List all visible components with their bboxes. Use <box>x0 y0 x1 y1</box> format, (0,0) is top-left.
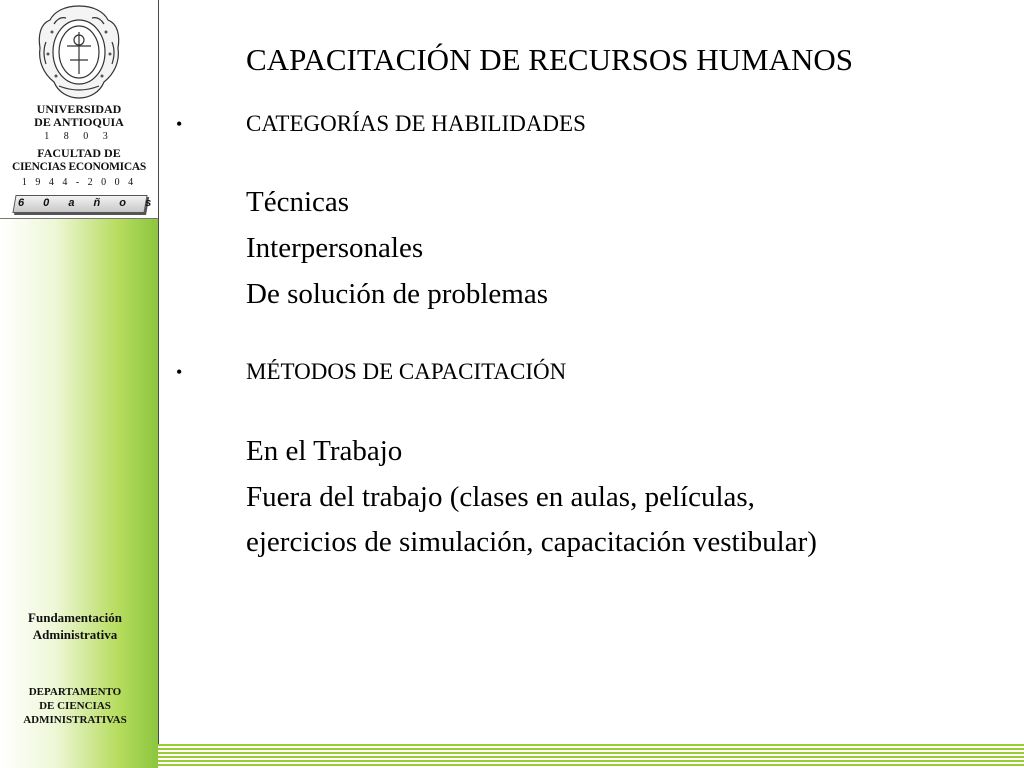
bottom-stripes <box>158 744 1024 768</box>
list-item: Técnicas <box>246 186 350 218</box>
bullet-icon: • <box>176 114 183 134</box>
list-item: Interpersonales <box>246 232 424 264</box>
subject-label <box>0 609 150 643</box>
slide-title: CAPACITACIÓN DE RECURSOS HUMANOS <box>246 42 853 77</box>
subject-line2: Administrativa <box>32 627 118 642</box>
university-name-line1: UNIVERSIDAD <box>36 102 122 116</box>
list-item: En el Trabajo <box>246 435 403 467</box>
university-name-line2: DE ANTIOQUIA <box>34 115 124 129</box>
anniversary-ribbon-text: 6 0 a ñ o s <box>18 197 160 209</box>
dept-line3: ADMINISTRATIVAS <box>23 714 127 726</box>
dept-line1: DEPARTAMENTO <box>28 686 122 698</box>
bullet-icon: • <box>176 362 183 382</box>
department-label <box>0 685 150 727</box>
dept-line2: DE CIENCIAS <box>39 700 111 712</box>
faculty-name-line2: CIENCIAS ECONOMICAS <box>12 161 146 173</box>
sidebar <box>0 0 159 768</box>
list-item: De solución de problemas <box>246 278 549 310</box>
sidebar-header <box>0 0 158 219</box>
list-item: ejercicios de simulación, capacitación vestibular) <box>246 526 817 558</box>
section-heading-skills: CATEGORÍAS DE HABILIDADES <box>246 111 586 136</box>
faculty-name-line1: FACULTAD DE <box>37 146 121 160</box>
founding-year: 1 8 0 3 <box>44 131 114 142</box>
list-item: Fuera del trabajo (clases en aulas, películas, <box>246 481 755 513</box>
university-seal-icon <box>34 2 124 102</box>
subject-line1: Fundamentación <box>28 610 122 625</box>
section-heading-methods: MÉTODOS DE CAPACITACIÓN <box>246 359 567 384</box>
anniversary-years: 1 9 4 4 - 2 0 0 4 <box>21 177 137 188</box>
